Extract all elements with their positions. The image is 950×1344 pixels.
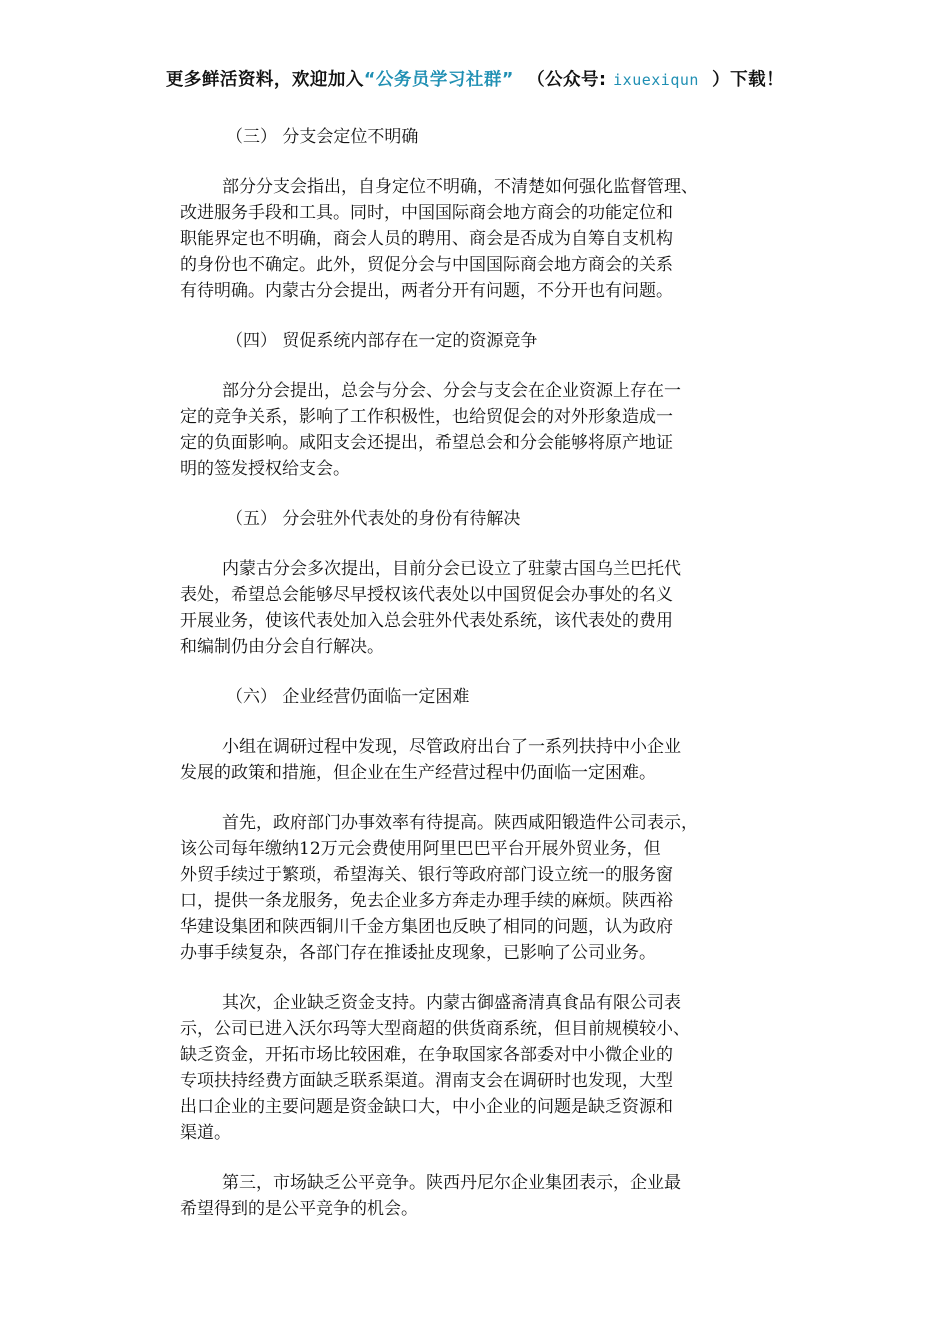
paragraph-line: 部分分支会指出，自身定位不明确，不清楚如何强化监督管理、 [222,177,698,197]
paragraph-line: 缺乏资金，开拓市场比较困难，在争取国家各部委对中小微企业的 [180,1045,673,1065]
body-paragraph [180,556,780,660]
paragraph-line: 改进服务手段和工具。同时，中国国际商会地方商会的功能定位和 [180,203,673,223]
body-paragraph [180,378,780,482]
paragraph-line: 和编制仍由分会自行解决。 [180,637,384,657]
section-heading: （四） 贸促系统内部存在一定的资源竞争 [226,331,538,351]
paragraph-line: 其次，企业缺乏资金支持。内蒙古御盛斋清真食品有限公司表 [222,993,681,1013]
download-banner [0,66,950,91]
paragraph-line: 专项扶持经费方面缺乏联系渠道。渭南支会在调研时也发现，大型 [180,1071,673,1091]
banner-account-label: （公众号: [527,70,607,90]
section-heading: （五） 分会驻外代表处的身份有待解决 [226,509,521,529]
body-paragraph [180,174,780,304]
paragraph-line: 该公司每年缴纳12万元会费使用阿里巴巴平台开展外贸业务，但 [180,839,661,859]
paragraph-line: 第三，市场缺乏公平竞争。陕西丹尼尔企业集团表示，企业最 [222,1173,681,1193]
document-body [180,124,780,1222]
paragraph-line: 办事手续复杂，各部门存在推诿扯皮现象，已影响了公司业务。 [180,943,656,963]
body-paragraph [180,990,780,1146]
banner-suffix: ）下载！ [712,70,785,90]
paragraph-line: 开展业务，使该代表处加入总会驻外代表处系统，该代表处的费用 [180,611,673,631]
body-paragraph [180,1170,780,1222]
paragraph-line: 部分分会提出，总会与分会、分会与支会在企业资源上存在一 [222,381,681,401]
paragraph-line: 首先，政府部门办事效率有待提高。陕西咸阳锻造件公司表示， [222,813,698,833]
paragraph-line: 表处，希望总会能够尽早授权该代表处以中国贸促会办事处的名义 [180,585,673,605]
paragraph-line: 的身份也不确定。此外，贸促分会与中国国际商会地方商会的关系 [180,255,673,275]
section-heading: （六） 企业经营仍面临一定困难 [226,687,470,707]
paragraph-line: 示，公司已进入沃尔玛等大型商超的供货商系统，但目前规模较小、 [180,1019,690,1039]
banner-group-name: “公务员学习社群” [363,70,514,90]
paragraph-line: 职能界定也不明确，商会人员的聘用、商会是否成为自筹自支机构 [180,229,673,249]
paragraph-line: 渠道。 [180,1123,231,1143]
paragraph-line: 内蒙古分会多次提出，目前分会已设立了驻蒙古国乌兰巴托代 [222,559,681,579]
paragraph-line: 希望得到的是公平竞争的机会。 [180,1199,418,1219]
paragraph-line: 华建设集团和陕西铜川千金方集团也反映了相同的问题，认为政府 [180,917,673,937]
banner-account-id: ixuexiqun [613,71,699,89]
body-paragraph [180,810,780,966]
paragraph-line: 小组在调研过程中发现，尽管政府出台了一系列扶持中小企业 [222,737,681,757]
paragraph-line: 口，提供一条龙服务，免去企业多方奔走办理手续的麻烦。陕西裕 [180,891,673,911]
paragraph-line: 明的签发授权给支会。 [180,459,350,479]
paragraph-line: 定的负面影响。咸阳支会还提出，希望总会和分会能够将原产地证 [180,433,673,453]
paragraph-line: 出口企业的主要问题是资金缺口大，中小企业的问题是缺乏资源和 [180,1097,673,1117]
section-heading: （三） 分支会定位不明确 [226,127,419,147]
paragraph-line: 有待明确。内蒙古分会提出，两者分开有问题，不分开也有问题。 [180,281,673,301]
body-paragraph [180,734,780,786]
paragraph-line: 定的竞争关系，影响了工作积极性，也给贸促会的对外形象造成一 [180,407,673,427]
banner-prefix: 更多鲜活资料，欢迎加入 [165,70,364,90]
paragraph-line: 发展的政策和措施，但企业在生产经营过程中仍面临一定困难。 [180,763,656,783]
paragraph-line: 外贸手续过于繁琐，希望海关、银行等政府部门设立统一的服务窗 [180,865,673,885]
